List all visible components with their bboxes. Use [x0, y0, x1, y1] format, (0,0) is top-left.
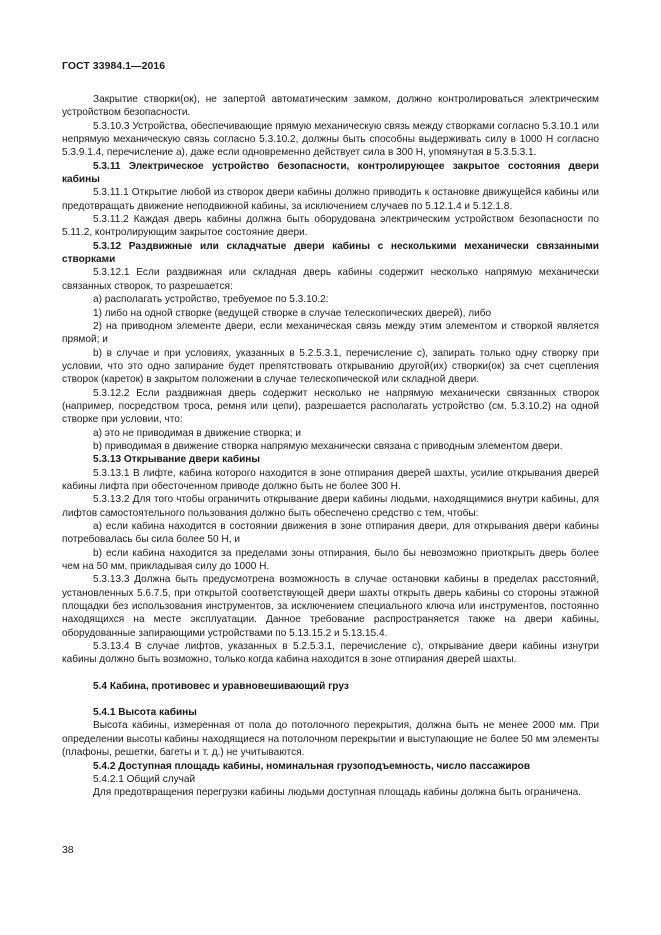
list-item: 1) либо на одной створке (ведущей створке в случае телескопических дверей), либо [93, 307, 492, 319]
paragraph: 5.3.13.1 В лифте, кабина которого находится в зоне отпирания дверей шахты, усилие открывания дверей кабины лифта при обесточенном приводе должно быть не более 300 Н. [62, 467, 599, 492]
paragraph: 5.3.11.1 Открытие любой из створок двери кабины должно приводить к остановке движущейся кабины или предотвращать движение неподвижной кабины, за исключением случаев по 5.12.1.4 и 5.12.1.8. [62, 187, 599, 212]
page-number: 38 [62, 845, 74, 856]
section-heading: 5.3.11 Электрическое устройство безопасности, контролирующее закрытое состояния двери кабины [62, 160, 599, 186]
list-item: b) приводимая в движение створка напрямую механически связана с приводным элементом двери. [93, 440, 563, 452]
paragraph: 5.3.10.3 Устройства, обеспечивающие прямую механическую связь между створками согласно 5.3.10.1 или непрямую механическую связь согласно 5.3.10.2, должны быть способны выдерживать силу в 1000 Н согласно 5.3.9.1.4, перечисление а), даже если одновременно действует сила в 300 Н, упомянутая в 5.3.5.3.1. [62, 120, 599, 159]
paragraph: 5.3.13.4 В случае лифтов, указанных в 5.2.5.3.1, перечисление с), открывание двери кабины изнутри кабины должно быть возможно, только когда кабина находится в зоне отпирания дверей шахты. [62, 641, 599, 666]
section-heading: 5.3.13 Открывание двери кабины [93, 454, 260, 466]
paragraph: 5.3.12.2 Если раздвижная дверь содержит несколько не напрямую механически связанных створок (например, посредством троса, ремня или цепи), разрешается располагать устройство (см. 5.3.10.2) на одной створке при условии, что: [62, 387, 599, 426]
paragraph: Высота кабины, измеренная от пола до потолочного перекрытия, должна быть не менее 2000 мм. При определении высоты кабины находящиеся на потолочном перекрытии и выступающие не более 50 мм элементы (плафоны, решетки, багеты и т. д.) не учитываются. [62, 720, 599, 759]
paragraph: 5.3.13.3 Должна быть предусмотрена возможность в случае остановки кабины в пределах расстояний, установленных 5.6.7.5, при открытой соответствующей двери шахты открыть дверь кабины со стороны этажной площадки без использования инструментов, за исключением специального ключа или инструментов, постоянно находящихся на месте эксплуатации. Данное требование распространяется также на двери кабины, оборудованные запирающими устройствами по 5.13.15.2 и 5.13.15.4. [62, 574, 599, 639]
list-item: а) если кабина находится в состоянии движения в зоне отпирания двери, для открывания двери кабины потребовалась бы сила более 50 Н, и [62, 521, 599, 546]
section-heading: 5.4.1 Высота кабины [93, 707, 197, 719]
list-item: b) в случае и при условиях, указанных в 5.2.5.3.1, перечисление с), запирать только одну створку при условии, что это одно запирание будет препятствовать открыванию другой(их) створки(ок) за счет сцепления створок (кареток) в закрытом положении в случае телескопической или складной двери. [62, 347, 599, 386]
subsection-heading: 5.4.2.1 Общий случай [93, 773, 196, 785]
section-heading: 5.3.12 Раздвижные или складчатые двери кабины с несколькими механически связанными створками [62, 240, 599, 266]
paragraph: 5.3.11.2 Каждая дверь кабины должна быть оборудована электрическим устройством безопасности по 5.11.2, контролирующим закрытое состояние двери. [62, 214, 599, 239]
section-heading: 5.4.2 Доступная площадь кабины, номинальная грузоподъемность, число пассажиров [93, 760, 531, 772]
list-item: b) если кабина находится за пределами зоны отпирания, было бы невозможно приоткрыть дверь более чем на 50 мм, прикладывая силу до 1000 Н. [62, 547, 599, 573]
list-item: а) располагать устройство, требуемое по 5.3.10.2: [93, 294, 329, 306]
list-item: 2) на приводном элементе двери, если механическая связь между этим элементом и створкой является прямой; и [62, 320, 599, 346]
paragraph: 5.3.12.1 Если раздвижная или складная дверь кабины содержит несколько напрямую механически связанных створок, то разрешается: [62, 267, 599, 292]
section-heading: 5.4 Кабина, противовес и уравновешивающий груз [93, 680, 349, 692]
paragraph: 5.3.13.2 Для того чтобы ограничить открывание двери кабины людьми, находящимися внутри кабины, для лифтов самостоятельного пользования должно быть обеспечено средство с тем, чтобы: [62, 494, 599, 519]
paragraph: Для предотвращения перегрузки кабины людьми доступная площадь кабины должна быть ограничена. [93, 787, 582, 799]
list-item: а) это не приводимая в движение створка; и [93, 427, 302, 439]
standard-header: ГОСТ 33984.1—2016 [62, 61, 166, 72]
paragraph: Закрытие створки(ок), не запертой автоматическим замком, должно контролироваться электрическим устройством безопасности. [62, 94, 599, 119]
document-body [62, 93, 599, 800]
